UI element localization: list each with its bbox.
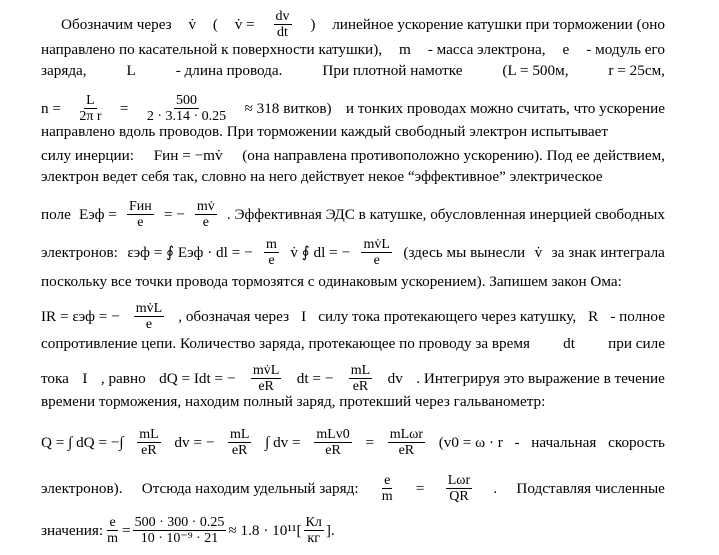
text-segment: силу инерции: [41, 147, 135, 164]
fraction-numerator: mv̇L [252, 363, 280, 378]
fraction-denominator: 2π r [79, 109, 102, 124]
fraction-numerator: mv̇L [363, 237, 390, 252]
fraction-numerator: mv̇L [135, 301, 163, 316]
text-segment: = [415, 479, 425, 497]
text-line [41, 363, 665, 394]
fraction-denominator: eR [141, 443, 157, 458]
text-segment: Отсюда находим удельный заряд: [141, 479, 359, 497]
text-segment: = [122, 521, 131, 539]
text-segment: (она направлена противоположно ускорению). Под ее действием, [242, 147, 665, 164]
text-segment: dt = − [296, 369, 334, 387]
text-segment: . Интегрируя это выражение в течение [416, 369, 665, 387]
text-segment: ∫ dv = [265, 433, 301, 451]
fraction-numerator: L [86, 93, 95, 108]
text-line [41, 515, 665, 546]
fraction [380, 473, 395, 504]
text-segment: e [562, 41, 570, 58]
text-segment: , равно [100, 369, 146, 387]
text-segment: IR = εэф = − [41, 307, 120, 325]
text-segment: - длина провода. [175, 62, 283, 79]
text-segment: Q = ∫ dQ = −∫ [41, 433, 124, 451]
fraction-denominator: eR [258, 379, 274, 394]
text-segment: . Эффективная ЭДС в катушке, обусловленная инерцией свободных [226, 205, 665, 223]
fraction-denominator: кг [307, 531, 320, 546]
text-segment: поскольку все точки провода тормозятся с одинаковым ускорением). Запишем закон Ома: [41, 273, 622, 290]
fraction [137, 427, 160, 458]
fraction-numerator: 500 [175, 93, 197, 108]
text-segment: (L = 500м, [502, 62, 569, 79]
fraction-denominator: e [137, 215, 144, 230]
fraction-denominator: eR [352, 379, 369, 394]
fraction [77, 93, 103, 124]
fraction [228, 427, 251, 458]
text-line [41, 62, 665, 80]
text-segment: При плотной намотке [322, 62, 463, 79]
text-segment: r = 25см, [608, 62, 665, 79]
text-line [41, 237, 665, 268]
text-segment: тока [41, 369, 69, 387]
text-segment: (здесь мы вынесли [403, 243, 526, 261]
text-segment: Fин = −mv̇ [153, 147, 223, 164]
text-segment: = − [163, 205, 185, 223]
text-segment: электронов: [41, 243, 118, 261]
text-segment: v̇ = [234, 15, 255, 33]
text-segment: заряда, [41, 62, 87, 79]
text-segment: ) [310, 15, 316, 33]
fraction [133, 515, 227, 546]
text-line [41, 147, 665, 165]
text-line [41, 393, 665, 411]
fraction-denominator: eR [231, 443, 248, 458]
fraction-denominator: e [202, 215, 209, 230]
text-line [41, 199, 665, 230]
fraction-numerator: mLv0 [316, 427, 350, 442]
fraction [195, 199, 217, 230]
text-segment: электронов). [41, 479, 123, 497]
fraction-numerator: e [109, 515, 116, 530]
fraction [388, 427, 425, 458]
text-segment: линейное ускорение катушки при торможении (оно [332, 15, 665, 33]
fraction [134, 301, 164, 332]
text-segment: (v0 = ω · r [438, 433, 503, 451]
fraction-numerator: Fин [128, 199, 152, 214]
text-line [41, 93, 665, 124]
fraction [304, 515, 324, 546]
fraction-numerator: mLωr [389, 427, 424, 442]
text-segment: I [82, 369, 88, 387]
text-line [41, 273, 665, 291]
text-segment: ( [212, 15, 218, 33]
fraction [349, 363, 372, 394]
fraction-denominator: m [381, 489, 393, 504]
text-segment: Обозначим через [61, 15, 172, 33]
text-segment: v̇ ∮ dl = − [290, 243, 351, 261]
text-segment: электрон ведет себя так, словно на него действует некое “эффективное” электрическое [41, 168, 603, 185]
text-segment: εэф = ∮ Eэф · dl = − [127, 243, 253, 261]
fraction-numerator: Lωr [447, 473, 471, 488]
text-segment: R [588, 307, 599, 325]
fraction-denominator: eR [398, 443, 415, 458]
text-segment: и тонких проводах можно считать, что ускорение [345, 99, 665, 117]
text-segment: Подставляя численные [516, 479, 665, 497]
fraction [361, 237, 391, 268]
text-segment: dQ = Idt = − [159, 369, 236, 387]
fraction-numerator: mL [139, 427, 159, 442]
text-line [41, 473, 665, 504]
text-line [41, 335, 665, 353]
text-segment: dt [563, 335, 575, 352]
text-segment: за знак интеграла [551, 243, 665, 261]
text-line [41, 168, 665, 186]
fraction [446, 473, 472, 504]
text-segment: I [301, 307, 307, 325]
fraction-numerator: mL [350, 363, 371, 378]
fraction-denominator: eR [325, 443, 341, 458]
text-segment: ]. [325, 521, 335, 539]
text-segment: направлено по касательной к поверхности катушки), [41, 41, 383, 58]
fraction-denominator: e [268, 253, 275, 268]
fraction-numerator: Кл [305, 515, 322, 530]
fraction [274, 9, 292, 40]
fraction [314, 427, 351, 458]
text-segment: = [119, 99, 129, 117]
fraction-denominator: e [145, 317, 153, 332]
fraction [127, 199, 154, 230]
text-segment: dv = − [174, 433, 215, 451]
text-segment: - [514, 433, 520, 451]
fraction-denominator: 10 · 10⁻⁹ · 21 [140, 531, 219, 546]
text-segment: Eэф = [78, 205, 117, 223]
text-segment: направлено вдоль проводов. При торможении каждый свободный электрон испытывает [41, 123, 609, 140]
text-line [41, 123, 665, 141]
fraction-denominator: QR [449, 489, 469, 504]
text-segment: . [493, 479, 498, 497]
text-segment: - модуль его [586, 41, 665, 58]
text-segment: v̇ [534, 243, 543, 261]
text-segment: времени торможения, находим полный заряд, протекший через гальванометр: [41, 393, 546, 410]
fraction-denominator: e [373, 253, 380, 268]
fraction-numerator: mL [229, 427, 250, 442]
text-segment: скорость [608, 433, 665, 451]
text-segment: m [399, 41, 411, 58]
fraction-numerator: dv [275, 9, 290, 24]
text-segment: поле [41, 205, 71, 223]
text-segment: ≈ 318 витков) [244, 99, 332, 117]
fraction [145, 93, 228, 124]
fraction-numerator: 500 · 300 · 0.25 [134, 515, 225, 530]
text-line [61, 9, 665, 40]
text-segment: сопротивление цепи. Количество заряда, протекающее по проводу за время [41, 335, 530, 352]
fraction-numerator: m [266, 237, 277, 252]
fraction [105, 515, 120, 546]
text-segment: силу тока протекающего через катушку, [318, 307, 577, 325]
fraction [251, 363, 281, 394]
text-line [41, 301, 665, 332]
text-segment: L [126, 62, 136, 79]
text-segment: начальная [531, 433, 597, 451]
text-segment: значения: [41, 521, 104, 539]
text-segment: dv [387, 369, 403, 387]
fraction-denominator: m [107, 531, 118, 546]
text-segment: , обозначая через [178, 307, 290, 325]
fraction [264, 237, 279, 268]
fraction-denominator: 2 · 3.14 · 0.25 [146, 109, 227, 124]
text-segment: - масса электрона, [427, 41, 546, 58]
fraction-numerator: mv̇ [196, 199, 215, 214]
text-segment: v̇ [188, 15, 197, 33]
text-segment: = [365, 433, 375, 451]
fraction-denominator: dt [277, 25, 288, 40]
text-segment: - полное [610, 307, 665, 325]
fraction-numerator: e [384, 473, 391, 488]
text-segment: n = [41, 99, 61, 117]
text-segment: при силе [608, 335, 665, 352]
text-line [41, 427, 665, 458]
text-segment: ≈ 1.8 · 10¹¹[ [228, 521, 302, 539]
text-line [41, 41, 665, 59]
